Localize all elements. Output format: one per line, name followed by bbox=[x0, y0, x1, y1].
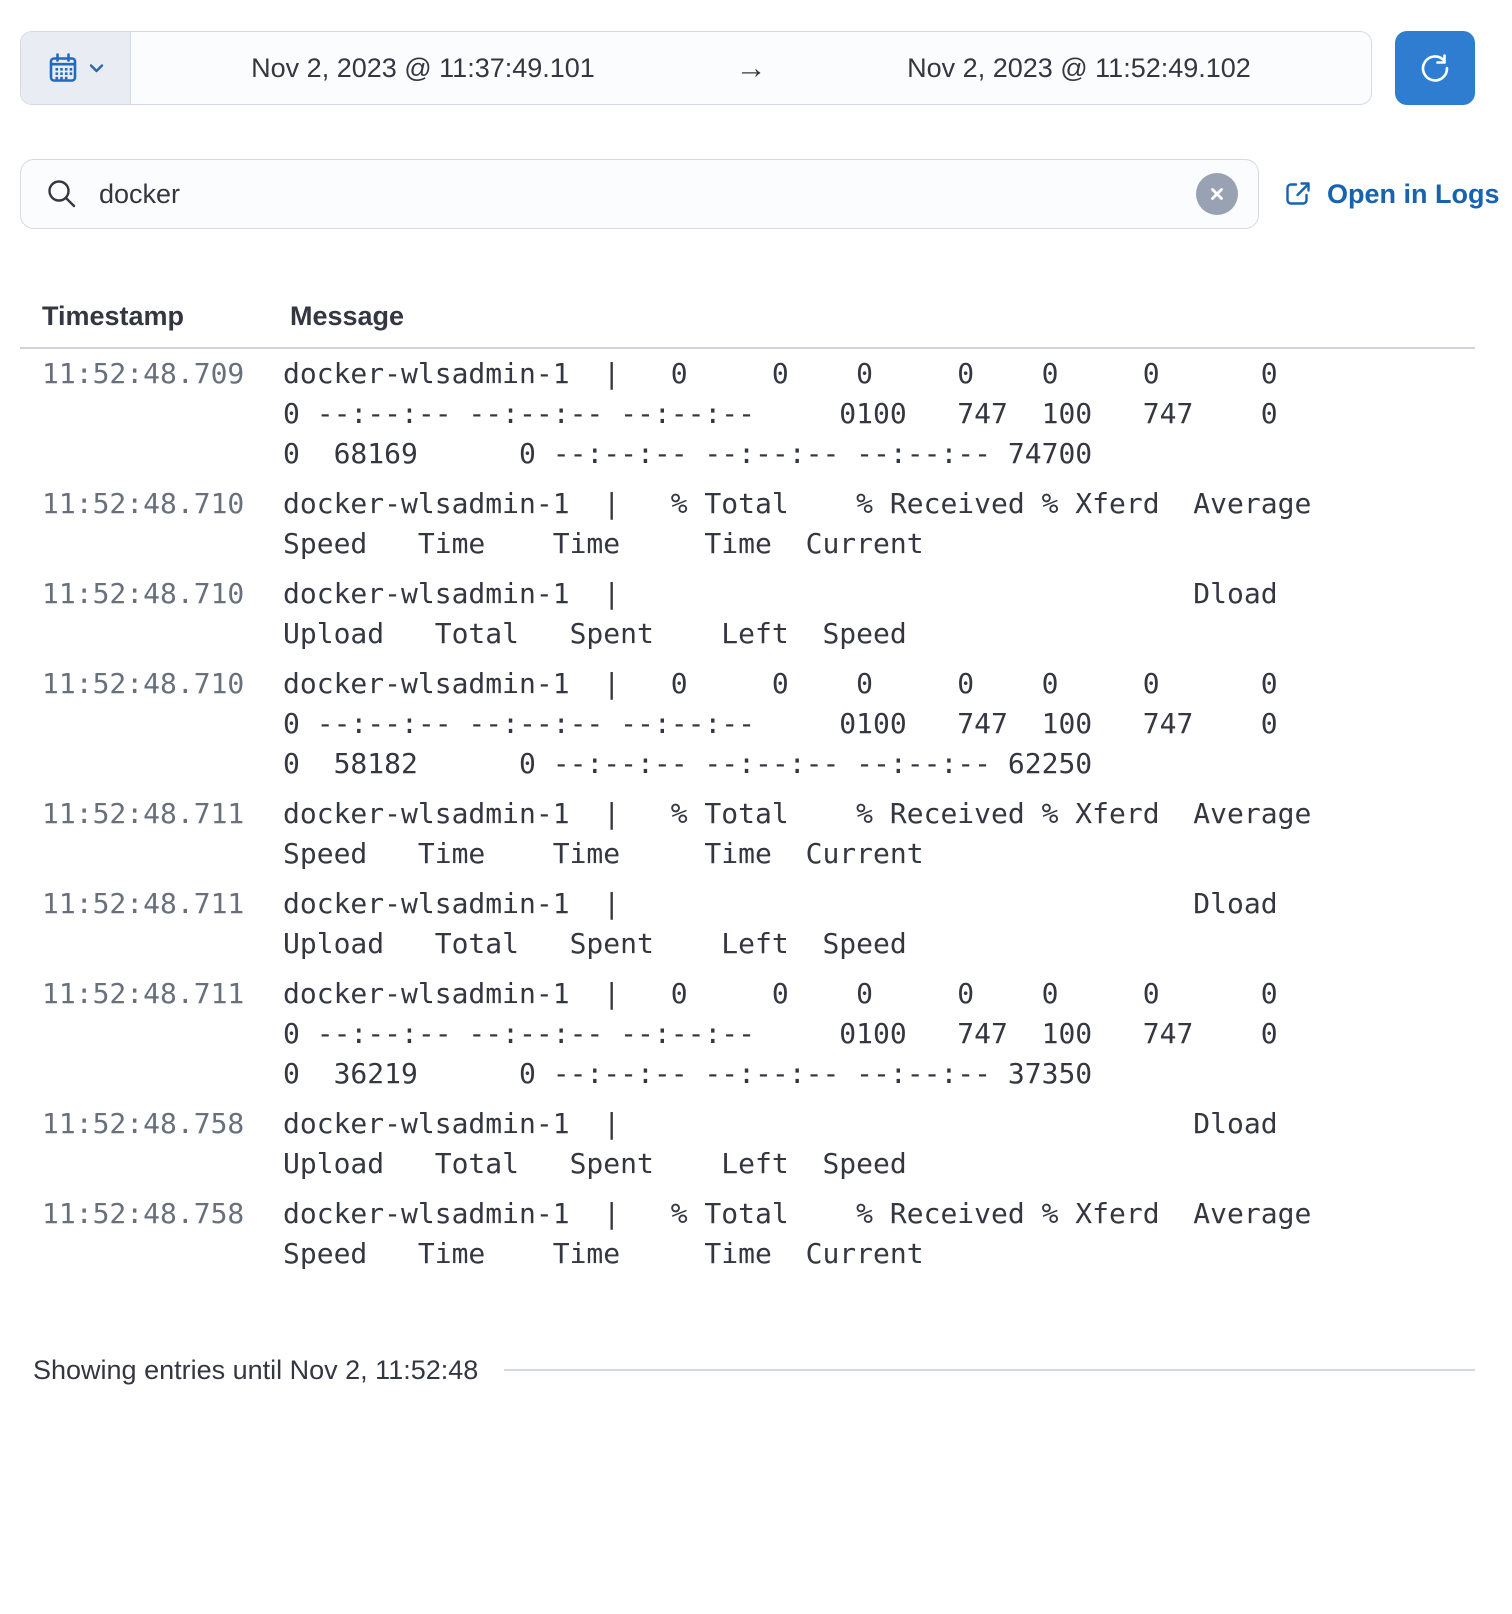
quick-select-menu-button[interactable] bbox=[21, 32, 131, 104]
table-row bbox=[20, 879, 1475, 969]
date-range-picker bbox=[20, 31, 1372, 105]
table-row bbox=[20, 659, 1475, 789]
log-message: docker-wlsadmin-1 | 0 0 0 0 0 0 0 0 --:--:-- --:--:-- --:--:-- 0100 747 100 747 0 0 36219 0 --:--:-- --:--:-- --:--:-- 37350 bbox=[283, 977, 1379, 1090]
log-timestamp: 11:52:48.709 bbox=[42, 357, 245, 390]
log-message: docker-wlsadmin-1 | % Total % Received % Xferd Average Speed Time Time Time Current bbox=[283, 487, 1329, 560]
start-date-button[interactable]: Nov 2, 2023 @ 11:37:49.101 bbox=[131, 32, 715, 104]
log-message: docker-wlsadmin-1 | 0 0 0 0 0 0 0 0 --:--:-- --:--:-- --:--:-- 0100 747 100 747 0 0 58182 0 --:--:-- --:--:-- --:--:-- 62250 bbox=[283, 667, 1379, 780]
table-row bbox=[20, 969, 1475, 1099]
column-header-timestamp: Timestamp bbox=[42, 301, 185, 331]
log-timestamp: 11:52:48.711 bbox=[42, 977, 245, 1010]
search-row bbox=[20, 159, 1500, 229]
table-row bbox=[20, 349, 1475, 479]
log-message: docker-wlsadmin-1 | Dload Upload Total Spent Left Speed bbox=[283, 577, 1312, 650]
table-row bbox=[20, 569, 1475, 659]
table-body bbox=[20, 349, 1475, 1279]
entries-status bbox=[20, 1353, 1475, 1387]
chevron-down-icon bbox=[87, 59, 106, 78]
table-header bbox=[20, 299, 1475, 349]
entries-status-text: Showing entries until Nov 2, 11:52:48 bbox=[33, 1355, 479, 1385]
log-message: docker-wlsadmin-1 | 0 0 0 0 0 0 0 0 --:--:-- --:--:-- --:--:-- 0100 747 100 747 0 0 68169 0 --:--:-- --:--:-- --:--:-- 74700 bbox=[283, 357, 1379, 470]
log-timestamp: 11:52:48.711 bbox=[42, 797, 245, 830]
log-timestamp: 11:52:48.710 bbox=[42, 667, 245, 700]
log-timestamp: 11:52:48.710 bbox=[42, 577, 245, 610]
external-link-icon bbox=[1283, 179, 1313, 209]
log-timestamp: 11:52:48.758 bbox=[42, 1197, 245, 1230]
refresh-button[interactable] bbox=[1395, 31, 1475, 105]
column-header-message: Message bbox=[290, 301, 405, 331]
table-row bbox=[20, 1189, 1475, 1279]
search-input[interactable] bbox=[99, 179, 1196, 210]
log-timestamp: 11:52:48.711 bbox=[42, 887, 245, 920]
table-row bbox=[20, 479, 1475, 569]
calendar-icon bbox=[46, 51, 80, 85]
clear-search-button[interactable] bbox=[1196, 173, 1238, 215]
open-in-logs-label: Open in Logs bbox=[1327, 178, 1500, 209]
log-message: docker-wlsadmin-1 | % Total % Received % Xferd Average Speed Time Time Time Current bbox=[283, 1197, 1329, 1270]
refresh-icon bbox=[1417, 50, 1453, 86]
table-row bbox=[20, 1099, 1475, 1189]
log-message: docker-wlsadmin-1 | Dload Upload Total Spent Left Speed bbox=[283, 1107, 1312, 1180]
log-message: docker-wlsadmin-1 | % Total % Received % Xferd Average Speed Time Time Time Current bbox=[283, 797, 1329, 870]
footer-divider bbox=[504, 1369, 1475, 1371]
date-picker-bar bbox=[20, 31, 1475, 105]
log-table bbox=[20, 299, 1475, 1279]
table-row bbox=[20, 789, 1475, 879]
log-message: docker-wlsadmin-1 | Dload Upload Total Spent Left Speed bbox=[283, 887, 1312, 960]
log-timestamp: 11:52:48.710 bbox=[42, 487, 245, 520]
search-field[interactable] bbox=[20, 159, 1259, 229]
end-date-button[interactable]: Nov 2, 2023 @ 11:52:49.102 bbox=[787, 32, 1371, 104]
cross-icon bbox=[1207, 184, 1227, 204]
log-timestamp: 11:52:48.758 bbox=[42, 1107, 245, 1140]
range-arrow-icon: → bbox=[735, 50, 767, 85]
open-in-logs-link[interactable] bbox=[1283, 179, 1500, 210]
search-icon bbox=[45, 177, 79, 211]
